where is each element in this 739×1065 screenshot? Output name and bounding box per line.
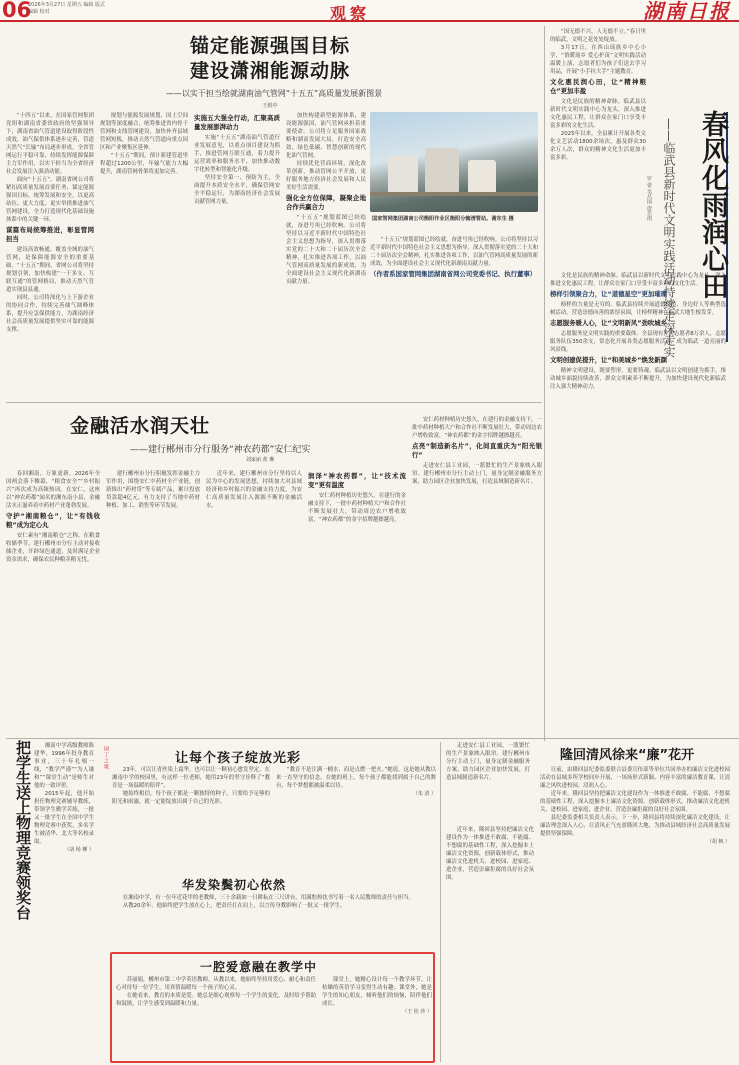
paragraph: 实施“十五五”湖南油气管道行业发展意见，以重点项目建设为抓手，推进管网互联互通，着力提升运营效率和服务水平，加快推动数字化转型和智能化升级。	[194, 135, 280, 173]
energy-headline-line2: 建设潇湘能源动脉	[189, 60, 350, 82]
paragraph: “国无德不兴，人无德不立。”春日里的临武，文明之花处处绽放。	[550, 29, 646, 43]
paragraph: 春回湘南，万象更新。2026年全国两会落下帷幕，“粮食安全”“乡村振兴”再次成为高频热词。在安仁，这座以“神农药都”闻名的湘东南小县，金融活水正滋养着中药材产业蓬勃发展。	[6, 471, 100, 509]
paragraph: “十四五”以来，在国家管网集团党组和湖南省委省政府的坚强领导下，湖南省油气管道建设取得阶段性成效，油气保供体系逐步完善，管道天然气“长输”布局逐步形成，全省管网运行平稳可靠，持续发挥能源保障主力军作用，以实干担当为全省经济社会发展注入强劲动能。	[6, 113, 94, 175]
paragraph: 走进安仁县工业园，一派繁忙的生产景象映入眼帘。建行郴州市分行主动上门，量身定制金融服务方案，助力园区企业加快发展，打造县域制造新名片。	[412, 463, 542, 485]
spring-subhead-4: 文明创建促提升，让“和美城乡”焕发新颜	[550, 356, 668, 364]
paragraph: 建设高效畅通、覆盖全域的油气管网，是保障能源安全的重要基础。“十五五”期间，省网公司将坚持规划引领，加快构建“一干多支、互联互通”的管网格局，推动天然气管道实现县县通。	[6, 247, 94, 293]
paragraph: “十五五”期间，预计新建管道里程超过1200公里，年输气能力大幅提升，湖南管网骨架将更加完善。	[100, 153, 188, 175]
paragraph: 志愿服务是文明实践的重要载体。全县现有注册志愿者8万余人，志愿服务队伍350余支，常态化开展各类志愿服务活动，成为临武一道亮丽的风景线。	[550, 331, 726, 353]
spring-subhead-3: 志愿服务暖人心，让“文明新风”劲吹城乡	[550, 319, 668, 327]
paragraph: 精神文明建设，既要塑形，更要铸魂。临武县以文明创建为抓手，推动城乡面貌持续改善，群众文明素养不断提升，为加快建设现代化新临武注入强大精神动力。	[550, 368, 726, 390]
energy-subhead-2: 实施五大强全行动，汇聚高质量发展澎湃动力	[194, 114, 280, 131]
energy-column-3	[194, 112, 280, 380]
spring-subhead-2: 榜样引领聚合力，让“道德星空”更加璀璨	[550, 290, 668, 298]
paragraph: 2015年起，他开始担任物理竞赛辅导教练，带领学生勤学苦练，一批又一批学生在全国中学生物理竞赛中获奖，多名学生被清华、北大等名校录取。	[34, 791, 94, 845]
paragraph: 2025年以来，全县累计开展各类文化文艺活动1800余场次，惠及群众30余万人次，群众的精神文化生活更加丰富多彩。	[550, 131, 646, 161]
paragraph: 面向“十五五”，湖南省网公司将紧扣高质量发展首要任务，锚定能源强国目标，统筹发展和安全，以更高站位、更大力度、更实举措推进油气管网建设，全力打造现代化基础设施体系中的关键一环。	[6, 177, 94, 223]
publication-info: 2026年3月27日 星期五 编辑 版式编辑 校对	[28, 2, 106, 15]
paragraph: 从教20余年，他始终把学生放在心上，把责任扛在肩上，以言传身教影响了一批又一批学生。	[122, 903, 346, 909]
finance-headline: 金融活水润天壮	[70, 415, 211, 437]
pipeline-shape	[370, 192, 538, 196]
column-divider	[544, 26, 545, 741]
paragraph: 近年来，隆回县坚持把廉洁文化建设作为一体推进不敢腐、不能腐、不想腐的基础性工程，深入挖掘本土廉洁文化资源，创新载体形式，推动廉洁文化进机关、进校园、进家庭、进企业，营造崇廉拒腐的良好社会氛围。	[540, 791, 730, 813]
teacher-vertical-headline: 把学生送上物理竞赛领奖台	[14, 740, 32, 920]
integrity-headline: 隆回清风徐来“廉”花开	[560, 748, 695, 763]
integrity-author: （胡 枫 ）	[706, 839, 730, 845]
paragraph: 持续优化营商环境，深化改革创新，推动管网公平开放，更好服务地方经济社会发展和人民美好生活需要。	[286, 161, 366, 191]
love-headline: 一腔爱意融在教学中	[200, 960, 318, 974]
paragraph: 文化是民族的精神命脉。临武县以新时代文明实践中心为龙头，深入推进文化惠民工程，让群众在家门口享受丰富多彩的文化生活。	[550, 99, 646, 129]
finance-column-5	[412, 416, 542, 732]
paragraph: 文化是民族的精神命脉。临武县以新时代文明实践中心为龙头，深入推进文化惠民工程，让群众在家门口享受丰富多彩的文化生活。	[550, 273, 726, 287]
finance-tail-column	[446, 742, 530, 822]
section-divider	[6, 402, 542, 403]
paragraph: 课堂上，她精心设计每一个教学环节，让枯燥的英语学习变得生动有趣；课堂外，她是学生的知心朋友，倾听他们的烦恼，陪伴他们成长。	[322, 977, 432, 1007]
paragraph: 3月17日，在西山瑶族乡中心小学，“情暖瑶乡 爱心护苗”文明实践活动温暖上演，志愿者们为孩子们送去学习用品，开展“小手拉大手”主题教育。	[550, 45, 646, 75]
finance-column-2	[106, 470, 200, 732]
paragraph: 湘南中学高级教师陈建华，1996年投身教育事业，三十年扎根一线，“教学严谨”“为人谦和”“课堂生动”是师生对他的一致评价。	[34, 743, 94, 789]
pipeline-station-photo	[370, 112, 538, 212]
finance-subhead-1: 守护“湘南粮仓”，让“有钱收粮”成为定心丸	[6, 512, 100, 529]
column-tag: 园丁之歌	[103, 746, 109, 770]
finance-column-1	[6, 470, 100, 732]
paragraph: 她始终相信，每个孩子都是一颗独特的种子，只要给予足够的阳光和雨露，就一定能绽放出属于自己的光彩。	[112, 791, 270, 805]
paragraph: 同时，公司将深化与上下游企业的协同合作，持续完善储气调峰体系，提升应急保供能力，为湖南经济社会高质量发展提供坚实可靠的能源支撑。	[6, 295, 94, 333]
energy-headline	[60, 34, 480, 84]
storage-tank-shape	[468, 160, 496, 194]
paragraph: “教育不是注满一桶水，而是点燃一把火。”她说，这是她从教以来一直坚守的信念。在她的班上，每个孩子都能找到属于自己的舞台，每个梦想都被温柔以待。	[276, 767, 436, 789]
spring-byline: 罗 蕾 吴昌国 唐思雨	[646, 176, 652, 221]
paragraph: 安仁药材种植历史悠久。在建行的金融支持下，一批中药材种植大户和合作社不断发展壮大，带动周边农户增收致富，“神农药都”的金字招牌越擦越亮。	[308, 493, 406, 523]
energy-author-note: （作者系国家管网集团湖南省网公司党委书记、执行董事）	[370, 270, 537, 278]
paragraph: 安仁素有“湘南粮仓”之称。在粮食收储季节，建行郴州市分行主动对接收储企业，开辟绿色通道，及时满足企业资金需求，确保农民种粮卖粮无忧。	[6, 533, 100, 563]
child-headline: 让每个孩子绽放光彩	[175, 751, 302, 766]
paragraph: 在湘南中学，有一位年近花甲的老教师，三十余载如一日耕耘在三尺讲台，用满腔热忱书写着一名人民教师的责任与担当。	[122, 895, 414, 901]
spring-subhead-1: 文化惠民润心田，让“精神粮仓”更加丰盈	[550, 78, 646, 95]
energy-subhead-3: 强化全方位保障，凝聚企地合作共赢合力	[286, 194, 366, 211]
paragraph: 走进安仁县工业园，一派繁忙的生产景象映入眼帘。建行郴州市分行主动上门，量身定制金融服务方案，助力园区企业加快发展，打造县域制造新名片。	[446, 743, 530, 781]
paragraph: 加快构建新型能源体系，建设能源强国，油气管网承担着重要使命。公司将立足服务国家战略和湖南发展大局，打造安全高效、绿色低碳、智慧创新的现代化油气管网。	[286, 113, 366, 159]
energy-column-4	[286, 112, 366, 380]
energy-column-5	[370, 236, 538, 380]
finance-subtitle: ——建行郴州市分行服务“神农药都”安仁纪实	[130, 445, 311, 455]
paragraph: 榜样的力量是无穷的。临武县持续开展道德模范、身边好人等典型选树活动，营造崇德向善的浓厚氛围，让榜样精神在临武大地生根发芽。	[550, 302, 726, 316]
storage-tank-shape	[425, 148, 459, 194]
paragraph: 近年来，建行郴州市分行坚持以人民为中心的发展思想，持续加大对县域经济和乡村振兴的金融支持力度，为安仁高质量发展注入源源不断的金融活水。	[206, 471, 302, 509]
paragraph: 建行郴州市分行积极发挥金融主力军作用，围绕安仁中药材全产业链，创新推出“药材贷”等专属产品，累计投放贷款超4亿元，有力支持了当地中药材种植、加工、销售等环节发展。	[106, 471, 200, 509]
paragraph: “十五五”规划蓝图已经绘就，奋进号角已经吹响。公司将坚持以习近平新时代中国特色社会主义思想为指导，深入贯彻落实党的二十大和二十届历次全会精神，扎实推进各项工作，以油气管网高质量发展的新成效，为全面建设社会主义现代化新湖南贡献力量。	[286, 215, 366, 285]
finance-column-3	[206, 470, 302, 732]
child-column-2	[276, 766, 436, 866]
child-author: （朱 清 ）	[412, 791, 436, 797]
section-title: 观察	[330, 4, 371, 23]
paragraph: 规划与能源发展规划、国土空间规划等深度融合，统筹推进省内骨干管网和支线管网建设，加快补齐县域管网短板，推动天然气管道向重点园区和产业聚集区延伸。	[100, 113, 188, 151]
energy-column-2	[100, 112, 188, 380]
energy-subhead-1: 谋篇布局统筹推进，彰显管网担当	[6, 226, 94, 243]
paragraph: 安仁药材种植历史悠久。在建行的金融支持下，一批中药材种植大户和合作社不断发展壮大，带动周边农户增收致富，“神农药都”的金字招牌越擦越亮。	[412, 417, 542, 439]
photo-caption: 国家管网集团湖南公司衡阳作业区衡阳分输清管站。谢东生 摄	[372, 216, 514, 222]
masthead	[0, 0, 739, 22]
teacher-column	[34, 742, 94, 1060]
integrity-column-1	[540, 766, 730, 1060]
spring-column-2	[550, 272, 726, 736]
spring-subtitle: ——临武县新时代文明实践活动持续走深走实	[662, 118, 676, 358]
integrity-column-2	[446, 826, 534, 1060]
love-author: （王 桂 珍 ）	[402, 1009, 432, 1015]
paragraph: 坚持安全第一、预防为主，全面提升本质安全水平，确保管网安全平稳运行，为湖南经济社会发展贡献管网力量。	[194, 175, 280, 205]
dream-column	[112, 894, 436, 948]
paragraph: 县纪委监委相关负责人表示，下一步，隆回县将持续深化廉洁文化建设，让廉洁理念深入人心，让清风正气充盈隆回大地，为推动县域经济社会高质量发展提供坚强保障。	[540, 815, 730, 837]
love-column-1	[116, 976, 316, 1060]
dream-headline: 华发染鬓初心依然	[182, 878, 287, 892]
storage-tank-shape	[388, 156, 418, 194]
section-divider	[6, 738, 739, 739]
spring-headline: 春风化雨润心田	[697, 110, 728, 299]
child-column-1	[112, 766, 270, 866]
paragraph: 在她看来，教育的本质是爱。她总是细心观察每一个学生的变化，及时给予帮助和鼓励，让学生感受到温暖和力量。	[116, 993, 316, 1007]
paragraph: “十五五”规划蓝图已经绘就，奋进号角已经吹响。公司将坚持以习近平新时代中国特色社会主义思想为指导，深入贯彻落实党的二十大和二十届历次全会精神，扎实推进各项工作，以油气管网高质量发展的新成效，为全面建设社会主义现代化新湖南贡献力量。	[370, 237, 538, 267]
paragraph: 日前，由隆回县纪委监委联合县委宣传部等单位共同举办的廉洁文化进校园活动在县城多所学校同步开展，一场场形式新颖、内容丰富的廉洁教育课，让清廉之风吹进校园、浸润人心。	[540, 767, 730, 789]
energy-column-1	[6, 112, 94, 380]
column-divider	[440, 742, 441, 1062]
page-number: 06	[2, 0, 32, 22]
finance-subhead-3: 点亮“制造新名片”，化间直重庆为“阳光银行”	[412, 442, 542, 459]
finance-column-4	[308, 470, 406, 732]
teacher-author: （胡 杨 柳 ）	[64, 847, 94, 853]
paragraph: 近年来，隆回县坚持把廉洁文化建设作为一体推进不敢腐、不能腐、不想腐的基础性工程，深入挖掘本土廉洁文化资源，创新载体形式，推动廉洁文化进机关、进校园、进家庭、进企业，营造崇廉拒腐的良好社会氛围。	[446, 827, 534, 881]
love-column-2	[322, 976, 432, 1060]
energy-headline-line1: 锚定能源强国目标	[189, 35, 350, 57]
spring-column-1	[550, 28, 646, 268]
finance-subhead-2: 润泽“神农药都”，让“技术流变”更有温度	[308, 472, 406, 489]
finance-byline: 刘家丽 黄 琳	[245, 457, 275, 463]
energy-subtitle: ——以实干担当绘就湖南油气管网“十五五”高质量发展新图景	[165, 89, 383, 98]
energy-byline: 王根中	[262, 103, 278, 109]
paragraph: 23年，可以让青丝染上霜华，也可以让一颗初心愈发坚定。在湘南中学的校园里，有这样一位老师，她用23年的坚守诠释了“教育是一场温暖的陪伴”。	[112, 767, 270, 789]
newspaper-logo: 湖南日报	[643, 0, 731, 23]
paragraph: 苏丽娟，郴州市第二中学英语教师。从教以来，她始终坚持用爱心、耐心和责任心对待每一位学生，用真情温暖每一个孩子的心灵。	[116, 977, 316, 991]
